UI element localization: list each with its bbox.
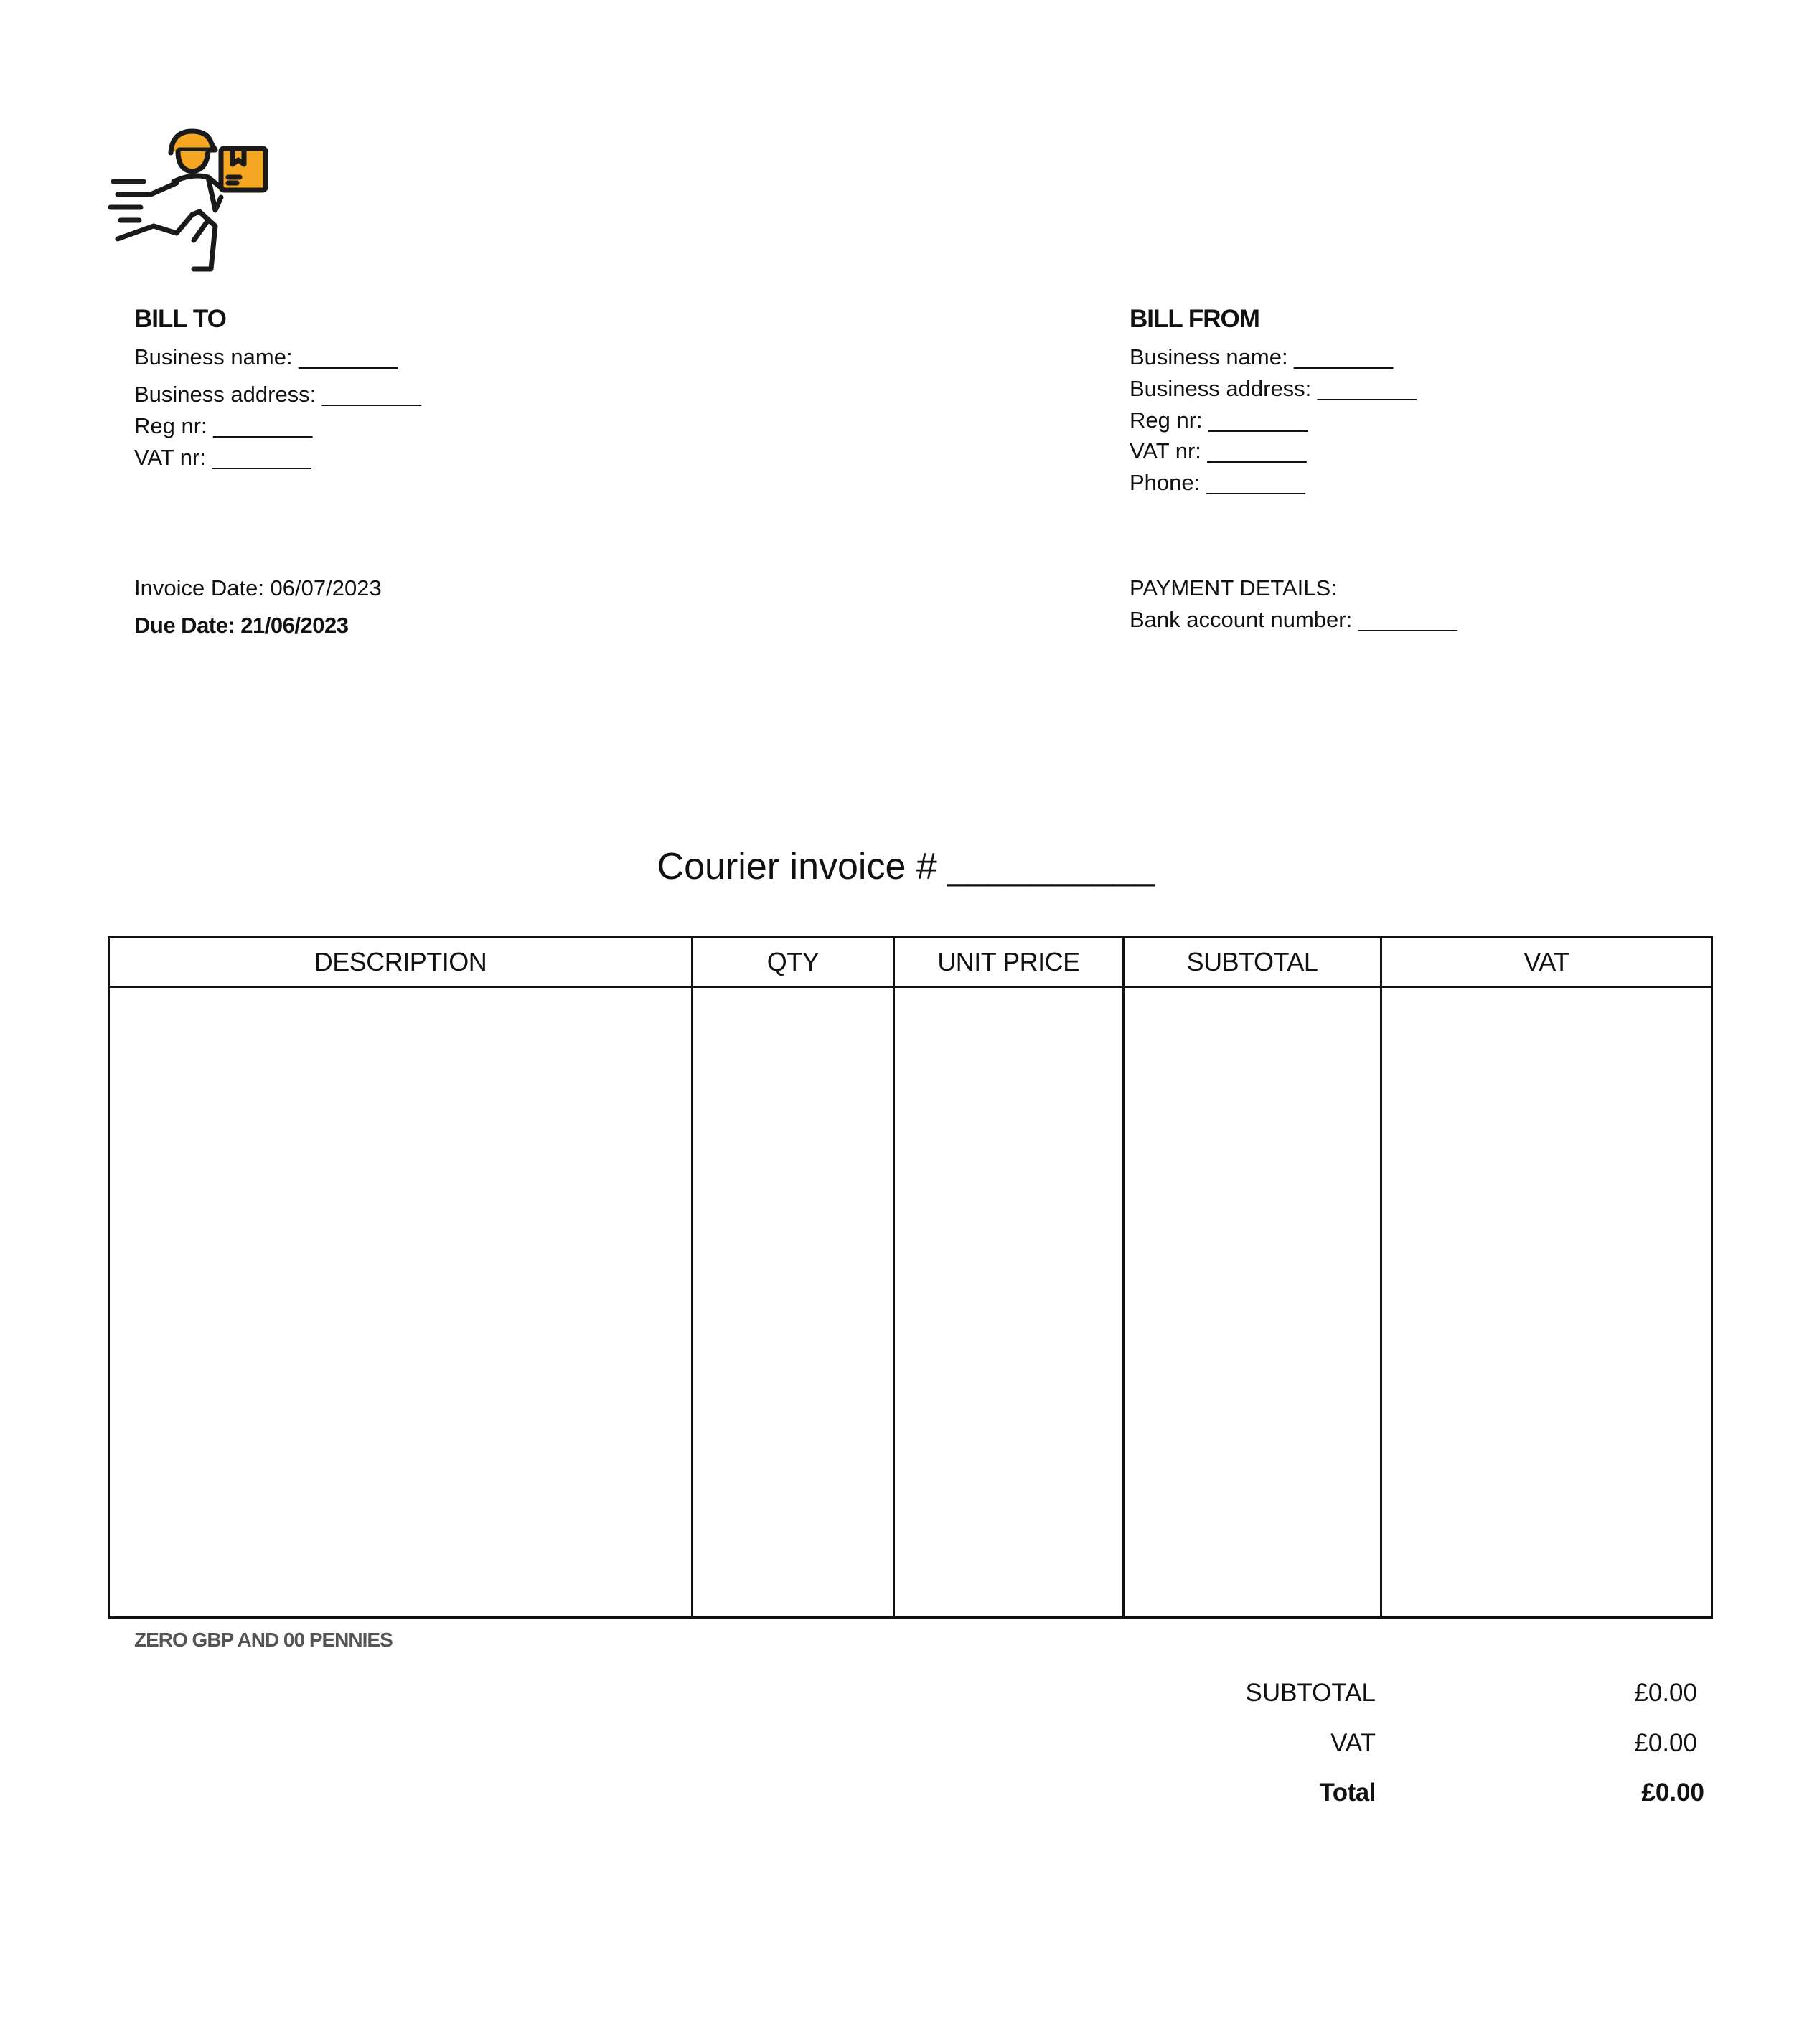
column-header-unit-price: UNIT PRICE bbox=[894, 938, 1124, 987]
unit-price-cell[interactable] bbox=[894, 987, 1124, 1618]
items-table bbox=[108, 936, 1713, 1619]
courier-logo-icon bbox=[108, 126, 273, 276]
bill-to-business-name: Business name: ________ bbox=[134, 344, 398, 369]
due-date: Due Date: 21/06/2023 bbox=[134, 613, 349, 638]
amount-in-words: ZERO GBP AND 00 PENNIES bbox=[134, 1629, 393, 1651]
bill-from-vat-nr: VAT nr: ________ bbox=[1130, 438, 1307, 463]
bill-to-business-address: Business address: ________ bbox=[134, 382, 421, 407]
subtotal-cell[interactable] bbox=[1124, 987, 1381, 1618]
payment-details-title: PAYMENT DETAILS: bbox=[1130, 575, 1337, 601]
bill-to-title: BILL TO bbox=[134, 305, 226, 333]
vat-label: VAT bbox=[1330, 1729, 1376, 1757]
subtotal-label: SUBTOTAL bbox=[1245, 1679, 1376, 1707]
bill-from-title: BILL FROM bbox=[1130, 305, 1259, 333]
vat-cell[interactable] bbox=[1381, 987, 1712, 1618]
bill-from-business-address: Business address: ________ bbox=[1130, 376, 1417, 401]
invoice-title: Courier invoice # __________ bbox=[657, 846, 1155, 887]
bill-from-business-name: Business name: ________ bbox=[1130, 344, 1394, 369]
bill-from-phone: Phone: ________ bbox=[1130, 470, 1305, 495]
qty-cell[interactable] bbox=[693, 987, 894, 1618]
total-label: Total bbox=[1319, 1779, 1376, 1807]
bill-from-reg-nr: Reg nr: ________ bbox=[1130, 408, 1308, 433]
bill-to-vat-nr: VAT nr: ________ bbox=[134, 445, 311, 470]
column-header-vat: VAT bbox=[1381, 938, 1712, 987]
table-row bbox=[109, 987, 1712, 1618]
description-cell[interactable] bbox=[109, 987, 693, 1618]
column-header-subtotal: SUBTOTAL bbox=[1124, 938, 1381, 987]
column-header-qty: QTY bbox=[693, 938, 894, 987]
column-header-description: DESCRIPTION bbox=[109, 938, 693, 987]
bank-account-number: Bank account number: ________ bbox=[1130, 607, 1457, 632]
bill-to-reg-nr: Reg nr: ________ bbox=[134, 413, 313, 438]
total-value: £0.00 bbox=[1641, 1779, 1704, 1807]
subtotal-value: £0.00 bbox=[1634, 1679, 1697, 1707]
table-header-row bbox=[109, 938, 1712, 987]
vat-value: £0.00 bbox=[1634, 1729, 1697, 1757]
invoice-date: Invoice Date: 06/07/2023 bbox=[134, 575, 382, 601]
